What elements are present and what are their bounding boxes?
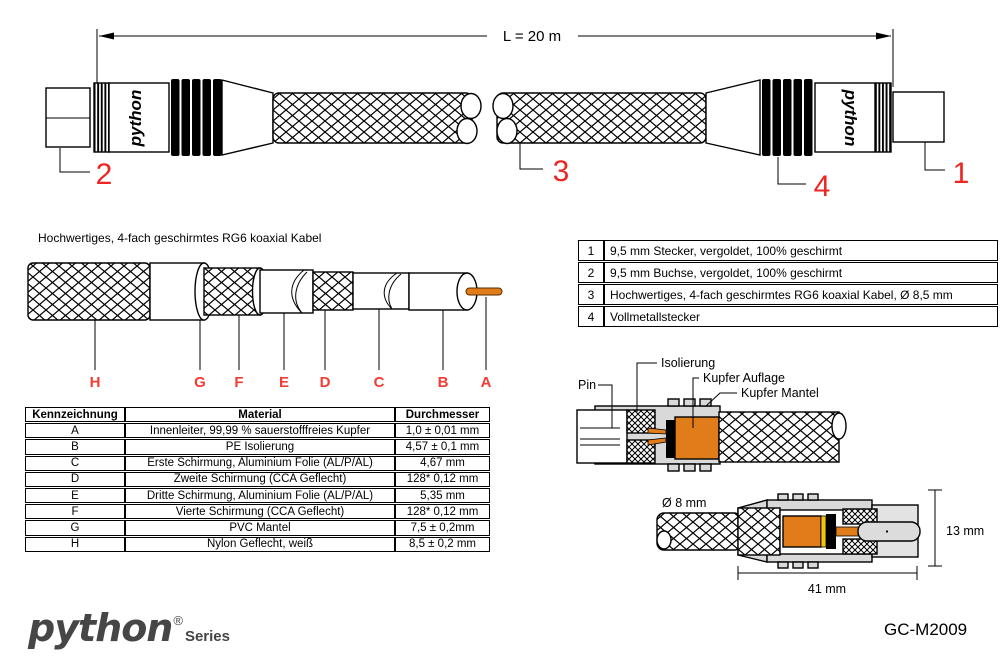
- layer-E-foil-shield: [260, 270, 313, 313]
- header-material: Material: [125, 407, 395, 422]
- cross-section-title: Hochwertiges, 4-fach geschirmtes RG6 koaxial Kabel: [38, 231, 322, 245]
- socket-opening: [577, 410, 627, 463]
- header-kennzeichnung: Kennzeichnung: [25, 407, 125, 422]
- material-id: H: [25, 537, 125, 552]
- material-id: F: [25, 504, 125, 519]
- black-collar: [826, 514, 836, 549]
- copper-sleeve: [675, 417, 719, 459]
- height-dimension: [928, 490, 984, 566]
- brand-logo: [28, 606, 230, 650]
- material-name: Nylon Geflecht, weiß: [125, 537, 395, 552]
- cable-left-half: [273, 93, 481, 144]
- right-plug-connector: [706, 79, 944, 156]
- material-name: Zweite Schirmung (CCA Geflecht): [125, 472, 395, 487]
- part-description: Hochwertiges, 4-fach geschirmtes RG6 koaxial Kabel, Ø 8,5 mm: [604, 284, 998, 305]
- table-row: [25, 439, 490, 454]
- part-number: 3: [578, 284, 604, 305]
- cable-diameter-label: Ø 8 mm: [662, 496, 707, 510]
- knurled-ring: [876, 83, 891, 152]
- cable-right-half: [493, 93, 706, 144]
- parts-table: [578, 239, 998, 328]
- knurled-ring: [94, 83, 109, 152]
- material-diameter: 5,35 mm: [395, 488, 490, 503]
- material-name: PE Isolierung: [125, 439, 395, 454]
- model-number: GC-M2009: [884, 620, 968, 639]
- connector-length-label: 41 mm: [807, 582, 847, 596]
- table-row: [578, 284, 998, 305]
- callout-3: 3: [552, 155, 570, 188]
- material-diameter: 1,0 ± 0,01 mm: [395, 423, 490, 438]
- table-row: [25, 537, 490, 552]
- material-diameter: 4,67 mm: [395, 456, 490, 471]
- connector-cutaway-drawing: [560, 348, 860, 476]
- table-row: [25, 488, 490, 503]
- part-number: 1: [578, 240, 604, 261]
- table-row: [25, 472, 490, 487]
- copper-sleeve: [783, 516, 821, 547]
- label-A: A: [480, 374, 492, 391]
- length-dimension: [97, 28, 893, 87]
- material-id: A: [25, 423, 125, 438]
- material-id: C: [25, 456, 125, 471]
- left-socket-connector: [46, 79, 273, 156]
- copper-jacket-label: Kupfer Mantel: [741, 386, 819, 400]
- part-description: 9,5 mm Buchse, vergoldet, 100% geschirmt: [604, 262, 998, 283]
- table-header-row: [25, 407, 490, 422]
- connector-brand-text: python: [126, 89, 145, 147]
- label-G: G: [194, 374, 206, 391]
- callout-2: 2: [95, 158, 113, 191]
- center-conductor: [836, 527, 860, 536]
- material-diameter: 128* 0,12 mm: [395, 504, 490, 519]
- table-row: [25, 456, 490, 471]
- grip-ribs: [171, 79, 222, 156]
- label-C: C: [373, 374, 385, 391]
- cable-length-label: L = 20 m: [502, 28, 562, 45]
- table-row: [25, 520, 490, 535]
- layer-H-nylon-braid: [28, 263, 150, 320]
- length-dimension: [738, 566, 917, 596]
- table-row: [578, 240, 998, 261]
- material-name: Dritte Schirmung, Aluminium Folie (AL/P/AL): [125, 488, 395, 503]
- material-name: Erste Schirmung, Aluminium Folie (AL/P/AL): [125, 456, 395, 471]
- material-id: G: [25, 520, 125, 535]
- header-durchmesser: Durchmesser: [395, 407, 490, 422]
- material-diameter: 4,57 ± 0,1 mm: [395, 439, 490, 454]
- materials-table: [25, 406, 490, 553]
- part-number: 2: [578, 262, 604, 283]
- material-name: PVC Mantel: [125, 520, 395, 535]
- connector-pin: [858, 522, 920, 541]
- layer-D-braid-shield: [313, 272, 353, 310]
- braid-under-shell: [738, 508, 780, 555]
- table-row: [25, 504, 490, 519]
- layer-A-copper-core: [466, 288, 502, 295]
- part-number: 4: [578, 306, 604, 327]
- connector-dimension-drawing: [615, 478, 1000, 606]
- material-diameter: 8,5 ± 0,2 mm: [395, 537, 490, 552]
- label-F: F: [234, 374, 244, 391]
- material-name: Innenleiter, 99,99 % sauerstofffreies Kupfer: [125, 423, 395, 438]
- copper-layer-label: Kupfer Auflage: [703, 371, 786, 385]
- layer-C-foil-shield: [353, 273, 409, 309]
- material-id: D: [25, 472, 125, 487]
- label-D: D: [319, 374, 331, 391]
- material-name: Vierte Schirmung (CCA Geflecht): [125, 504, 395, 519]
- callout-4: 4: [813, 170, 831, 200]
- yellow-ring: [821, 516, 826, 547]
- material-diameter: 128* 0,12 mm: [395, 472, 490, 487]
- connector-height-label: 13 mm: [946, 524, 985, 538]
- material-id: B: [25, 439, 125, 454]
- pin-label: Pin: [578, 378, 597, 392]
- insulation-label: Isolierung: [661, 356, 716, 370]
- black-collar: [666, 420, 675, 458]
- label-B: B: [437, 374, 449, 391]
- material-id: E: [25, 488, 125, 503]
- table-row: [25, 423, 490, 438]
- table-row: [578, 262, 998, 283]
- part-description: Vollmetallstecker: [604, 306, 998, 327]
- part-description: 9,5 mm Stecker, vergoldet, 100% geschirmt: [604, 240, 998, 261]
- material-diameter: 7,5 ± 0,2mm: [395, 520, 490, 535]
- cable-assembly-drawing: [0, 0, 1000, 200]
- label-E: E: [278, 374, 290, 391]
- table-row: [578, 306, 998, 327]
- cable-cross-section-drawing: [20, 255, 510, 395]
- registered-trademark: ®: [173, 613, 183, 628]
- series-label: Series: [184, 628, 230, 645]
- label-H: H: [89, 374, 101, 391]
- braided-cable: [719, 412, 839, 462]
- layer-letters: [90, 374, 492, 391]
- connector-brand-text: python: [841, 89, 860, 147]
- grip-ribs: [762, 79, 813, 156]
- layer-F-braid-shield: [204, 268, 260, 315]
- callout-1: 1: [952, 157, 970, 190]
- brand-name: python: [28, 606, 173, 650]
